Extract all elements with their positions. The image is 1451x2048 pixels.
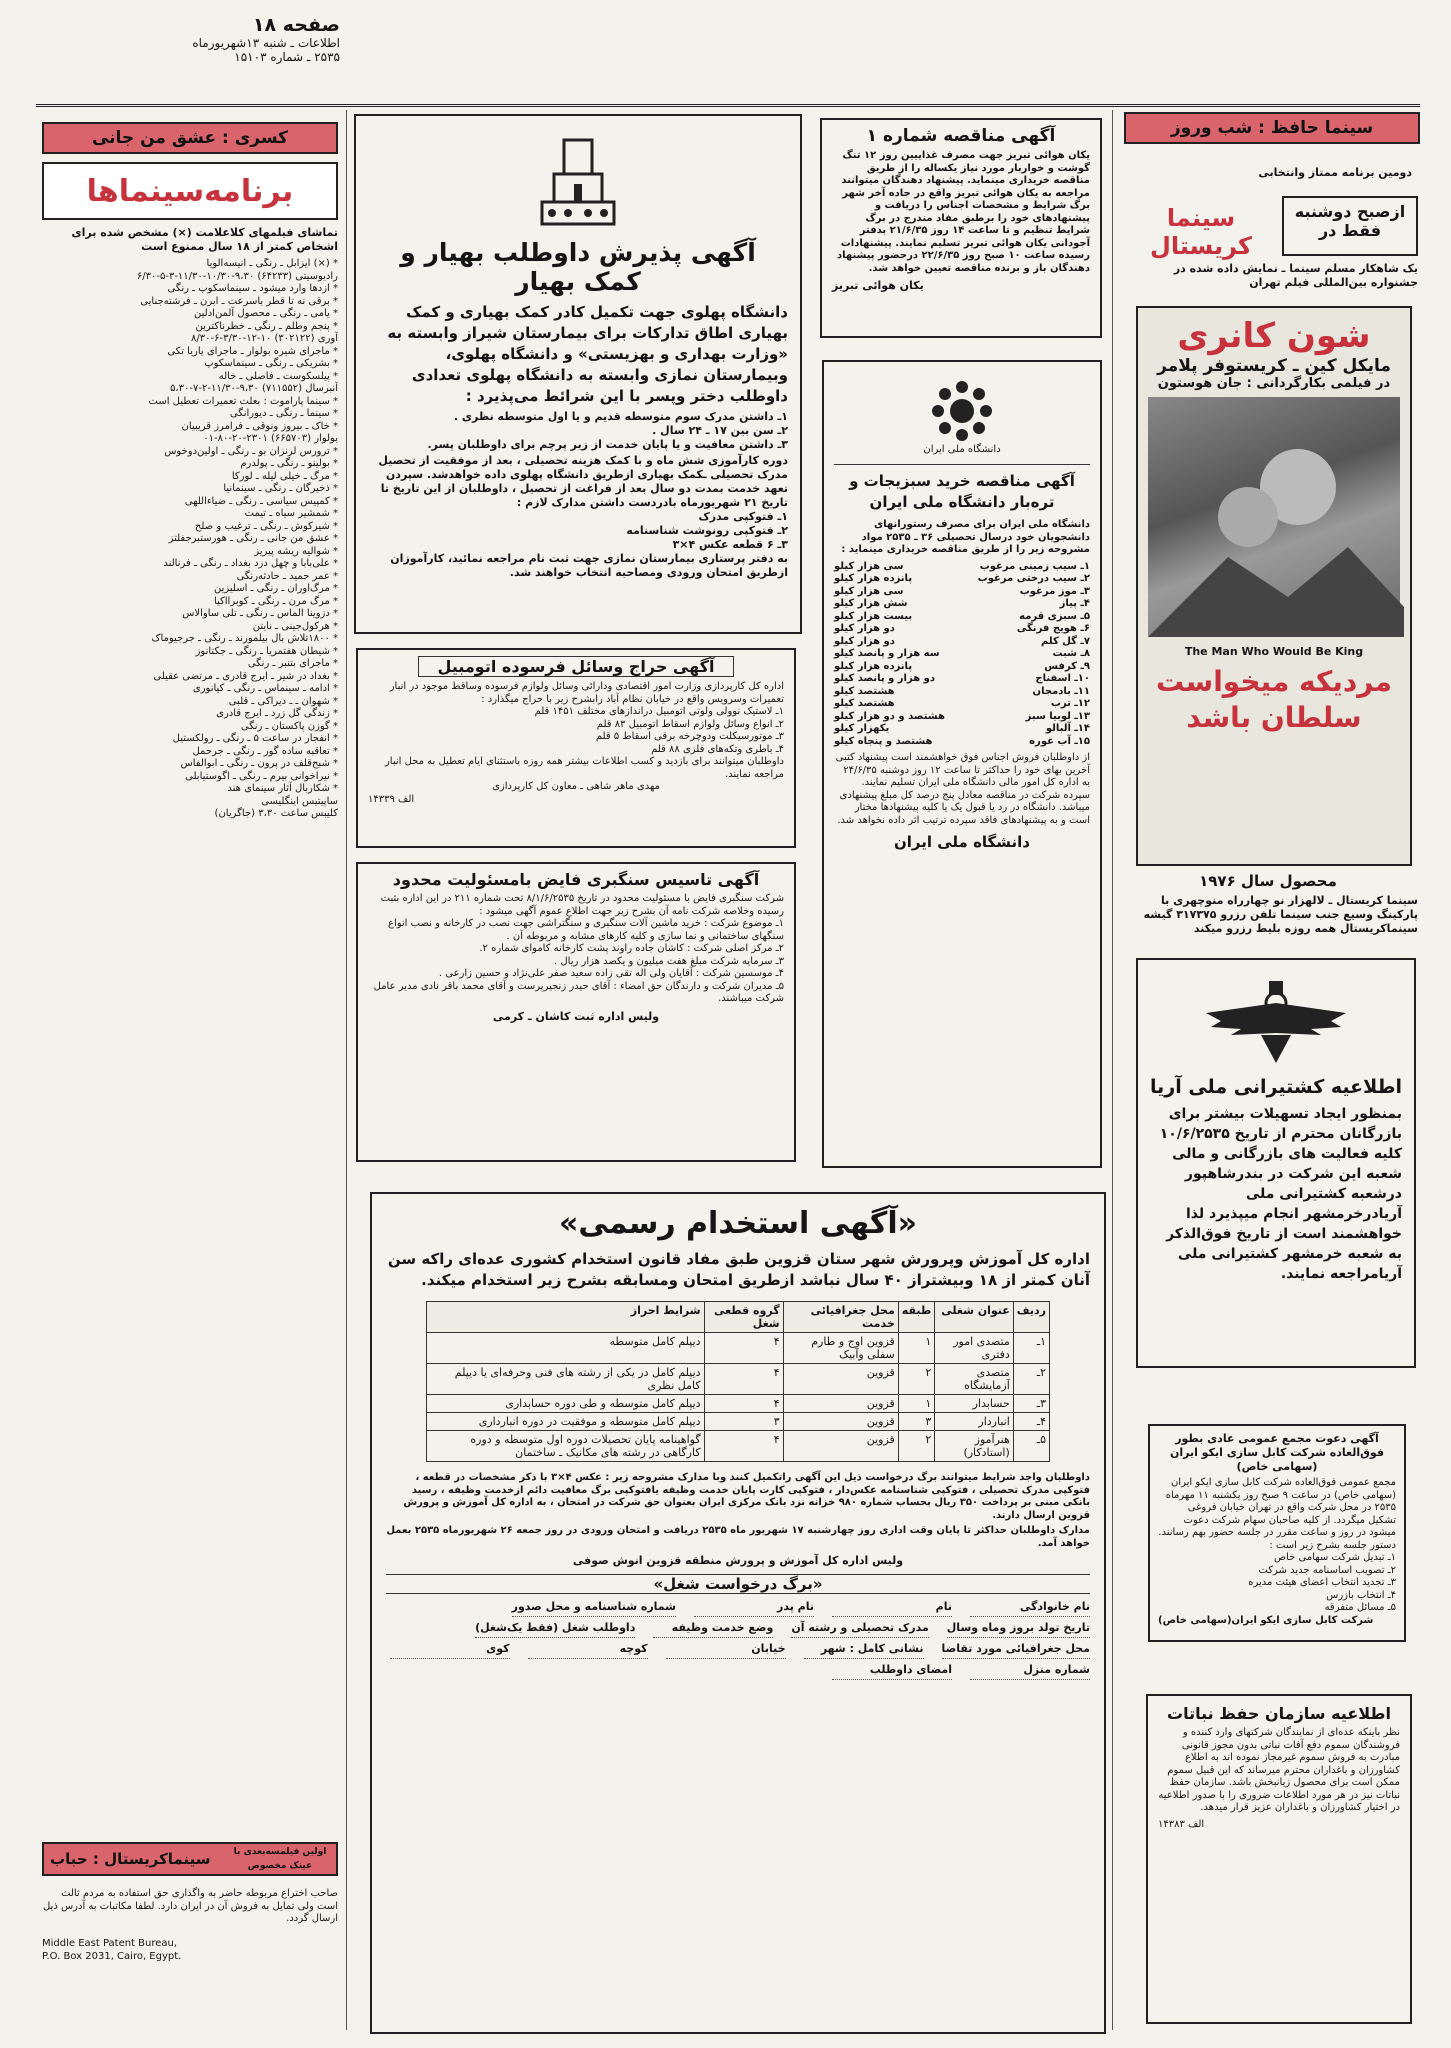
crystal-bubble-title: سینماکریستال : حباب xyxy=(50,1850,211,1868)
university-item-qty: پانزده هزار کیلو xyxy=(834,573,913,584)
nurse-ad-details: دوره کارآموزی شش ماه و با کمک هزینه تحصیلی ، بعد از موفقیت از تحصیل مدرک تحصیلی ـکمک بهیاری ازطریق دانشگاه پهلوی داده خواهدشد. سپردن تعهد خدمت بمدت دو سال بعد از فراغت از تحصیل ، داوطلبان از این تاریخ تا تاریخ ۲۱ شهریورماه بادردست داشتن مدارک لازم : xyxy=(378,454,788,509)
university-emblem xyxy=(368,124,788,236)
employment-table-cell: گواهینامه پایان تحصیلات دوره اول متوسطه و دوره کارگاهی در رشته های مکانیک ـ ساختمان xyxy=(427,1431,705,1462)
employment-table-cell: ۳ـ xyxy=(1013,1395,1049,1413)
employment-table-row xyxy=(427,1395,1050,1413)
employment-table-cell: ۱ـ xyxy=(1013,1333,1049,1364)
employment-table-cell: قزوین xyxy=(783,1395,898,1413)
university-item-qty: پانزده هزار کیلو xyxy=(834,660,913,672)
employment-table-cell: دیپلم کامل متوسطه و موفقیت در دوره انبارداری xyxy=(427,1413,705,1431)
university-item-name: ۷ـ گل کلم xyxy=(1041,635,1090,647)
poster-director: در فیلمی بکارگردانی : جان هوستون xyxy=(1157,376,1391,391)
film-poster xyxy=(1136,306,1412,866)
ecco-cable-ad xyxy=(1148,1424,1406,1642)
nurse-document: ۳ـ ۶ قطعه عکس ۴×۳ xyxy=(672,538,788,551)
nurse-condition: ۱ـ داشتن مدرک سوم متوسطه قدیم و یا اول متوسطه نظری . xyxy=(453,410,788,423)
university-item-name: ۱۳ـ لوبیا سبز xyxy=(1025,710,1090,722)
university-item-name: ۱ـ سیب زمینی مرغوب xyxy=(979,560,1090,572)
employment-table xyxy=(426,1301,1050,1462)
winged-emblem-icon xyxy=(1201,973,1351,1069)
cinema-listing: * مرگ ـ خیلی لیله ـ لورکا xyxy=(231,470,338,482)
kasra-cinema-bar: کسری : عشق من جانی xyxy=(42,122,338,154)
cinema-listing: * خاک ـ بیروز ونوقی ـ فرامرز قریبیان xyxy=(181,420,338,432)
aria-title: اطلاعیه کشتیرانی ملی آریا xyxy=(1150,1076,1402,1098)
cinema-listing: * بغداد در شیر ـ ایرج قادری ـ مرتضی عقیلی xyxy=(153,670,338,682)
ecco-body: مجمع عمومی فوق‌العاده شرکت کابل سازی ایکو ایران (سهامی خاص) در ساعت ۹ صبح روز یکشنبه ۱۱ مهرماه ۲۵۳۵ در محل شرکت واقع در تهران خیابان فروغی تشکیل میگردد. از کلیه صاحبان سهام شرکت دعوت میشود در روز و ساعت مقرر در جلسه حضور بهم رسانند. دستور جلسه بشرح زیر است : xyxy=(1158,1477,1396,1551)
nurse-ad-intro: دانشگاه پهلوی جهت تکمیل کادر کمک بهیاری و کمک بهیاری اطاق تدارکات برای بیمارستان شیراز وابسته به «وزارت بهداری و بهزیستی» و دانشگاه پهلوی، وبیمارستان نمازی وابسته به دانشگاه پهلوی تعدادی داوطلب دختر وپسر با این شرائط می‌پذیرد : xyxy=(387,303,788,405)
cinema-listing: * ماجرای بتنبر ـ رنگی xyxy=(247,658,338,669)
programs-title-box xyxy=(42,162,338,220)
university-ad-intro: دانشگاه ملی ایران برای مصرف رستورانهای دانشجویان خود درسال تحصیلی ۳۶ ـ ۲۵۳۵ مواد مشروحه زیر را از طریق مناقصه خریداری مینماید : xyxy=(841,519,1090,555)
application-form-field: تاریخ تولد بروز وماه وسال xyxy=(947,1621,1090,1638)
employment-table-header-cell: محل جغرافیائی خدمت xyxy=(783,1302,898,1333)
header-rule xyxy=(36,104,1420,107)
application-form-title: «برگ درخواست شغل» xyxy=(386,1574,1090,1594)
employment-ad-intro: اداره کل آموزش وپرورش شهر ستان قزوین طبق مفاد قانون استخدام کشوری عده‌ای راکه سن آنان کمتر از ۱۸ وبیشتراز ۴۰ سال نباشد ازطریق امتحان ومسابقه بشرح زیر استخدام میکند. xyxy=(387,1250,1090,1289)
plant-protection-ad xyxy=(1146,1694,1412,2024)
cinema-listing: * شمشیر سیاه ـ تیمت xyxy=(244,508,338,519)
tender-ad xyxy=(820,118,1102,338)
aria-shipping-ad xyxy=(1136,958,1416,1368)
application-form-field: نام پدر xyxy=(694,1600,814,1617)
date-line: اطلاعات ـ شنبه ۱۳شهریورماه xyxy=(192,36,340,50)
cinema-listing: * پنجم وطلم ـ رنگی ـ خطرناکترین xyxy=(195,320,338,332)
cinema-listing: * ۱۸۰۰تلاش بال بیلمورند ـ رنگی ـ جرجیوماک xyxy=(151,633,338,644)
university-item-name: ۳ـ موز مرغوب xyxy=(1019,585,1090,597)
university-item-row xyxy=(834,698,1090,711)
university-item-name: ۹ـ کرفس xyxy=(1044,660,1090,672)
university-item-qty: بیست هزار کیلو xyxy=(834,610,913,622)
ecco-signature: شرکت کابل سازی ایکو ایران(سهامی خاص) xyxy=(1158,1614,1374,1626)
auction-ad-body: اداره کل کارپردازی وزارت امور اقتصادی ودارائی وسائل ولوازم فرسوده وساقط موجود در انبار تعمیرات وسرویس واقع در خیابان نظام آباد رابشرح زیر با حراج میگذارد : xyxy=(389,681,784,705)
application-form-field: نام xyxy=(832,1600,952,1617)
application-form-field: نشانی کامل : شهر xyxy=(804,1642,924,1659)
crystal-bubble-sub: اولین فیلمسه‌بعدی با عینک مخصوص xyxy=(233,1847,327,1871)
employment-table-row xyxy=(427,1431,1050,1462)
cinema-listing: * ذخیرگان ـ رنگی ـ سینمانیا xyxy=(223,483,338,494)
employment-table-cell: ۲ xyxy=(898,1364,934,1395)
university-item-qty: دو هزار کیلو xyxy=(834,623,895,634)
cinema-listing: * علی‌بابا و چهل دزد بغداد ـ رنگی ـ فرنالند xyxy=(163,558,338,569)
employment-table-cell: قزوین xyxy=(783,1431,898,1462)
employment-table-cell: ۴ xyxy=(704,1333,783,1364)
from-monday-box: ازصبح دوشنبه فقط در xyxy=(1282,196,1418,256)
cinema-listing: آنبرسال (۷۱۱۵۵۲) ۹،۳۰-۱۱/۳۰-۲-۷-۵،۳۰ xyxy=(170,383,338,394)
poster-actor2: مایکل کین ـ کریستوفر پلامر xyxy=(1157,356,1391,376)
cinema-listing: * کمپیس سیاسی ـ رنگی ـ ضیاءاللهی xyxy=(184,495,338,507)
university-item-row xyxy=(834,723,1090,736)
employment-table-cell: ۲ xyxy=(898,1431,934,1462)
cinema-listing: * بشریکی ـ رنگی ـ سینماسکوپ xyxy=(204,358,338,369)
university-item-name: ۱۴ـ آلبالو xyxy=(1045,723,1090,734)
university-item-row xyxy=(834,598,1090,611)
tender-ad-title: آگهی مناقصه شماره ۱ xyxy=(866,126,1056,146)
university-logo-text: دانشگاه ملی ایران xyxy=(923,443,1001,455)
nurse-document: ۲ـ فتوکپی رونوشت شناسنامه xyxy=(626,524,788,537)
employment-table-row xyxy=(427,1364,1050,1395)
aria-body: بمنظور ایجاد تسهیلات بیشتر برای بازرگانان محترم از تاریخ ۱۰/۶/۲۵۳۵ کلیه فعالیت های بازرگانی و مالی شعبه این شرکت در بندرشاهپور درشعبه کشتیرانی ملی آریادرخرمشهر انجام میپذیرد لذا خواهشمند است از تاریخ فوق‌الذکر به شعبه خرمشهر کشتیرانی ملی آریامراجعه نمایند. xyxy=(1159,1106,1402,1282)
aria-emblem xyxy=(1150,966,1402,1076)
cinema-listing: * ماجرای شیره بولوار ـ ماجرای یاریا تکی xyxy=(167,345,338,357)
company-clause: ۳ـ سرمایه شرکت مبلغ هفت میلیون و یکصد هزار ریال . xyxy=(554,955,784,967)
cinema-listing: * شیطان هفتمریا ـ رنگی ـ جکتانوز xyxy=(195,645,338,657)
employment-table-cell: ۵ـ xyxy=(1013,1431,1049,1462)
cinema-listing: * هرکول‌جینی ـ نایتن xyxy=(252,620,338,632)
column-divider-left xyxy=(346,110,347,2030)
university-item-row xyxy=(834,711,1090,724)
second-program: دومین برنامه ممتاز وانتخابی xyxy=(1258,166,1412,179)
employment-table-cell: ۴ xyxy=(704,1395,783,1413)
poster-actor1: شون کانری xyxy=(1177,316,1371,356)
cinema-listing: * انفجار در ساعت ۵ ـ رنگی ـ رولکستیل xyxy=(172,733,338,744)
tender-ad-signature: یکان هوائی تبریز xyxy=(832,279,924,292)
application-form-field: مدرک تحصیلی و رشته آن xyxy=(791,1621,928,1638)
auction-item: ۳ـ موتورسیکلت ودوچرخه برقی اسقاط ۵ قلم xyxy=(595,731,784,742)
cinema-listings xyxy=(42,258,338,1818)
university-item-qty: شش هزار کیلو xyxy=(834,598,908,609)
university-item-row xyxy=(834,573,1090,586)
cinema-listing: * ترورس لرنزان بو ـ رنگی ـ اولین‌دوخوس xyxy=(164,445,338,457)
company-clauses xyxy=(368,918,784,1006)
university-item-qty: سه هزار و پانصد کیلو xyxy=(834,648,940,659)
company-ad-body: شرکت سنگبری فایض با مسئولیت محدود در تاریخ ۸/۱/۶/۲۵۳۵ تحت شماره ۲۱۱ در این اداره بثبت رسیده وخلاصه شرکت نامه آن بشرح زیر جهت اطلاع عموم آگهی میشود : xyxy=(380,893,784,917)
university-item-name: ۴ـ پیاز xyxy=(1059,598,1090,609)
cinema-listing: * نیراخوانی بیرم ـ رنگی ـ اگوستیابلی xyxy=(185,770,338,782)
page-header xyxy=(40,14,340,64)
tender-ad-body: یکان هوائی تبریز جهت مصرف غذاییین روز ۱۲ تنگ گوشت و خواربار مورد نیاز یکساله را از طریق مناقصه خریداری مینماید. پیشنهاد دهندگان میتوانند مراجعه به یکان هوائی تبریز واقع در جاده آخر شهر برگ شرایط و مشخصات اجناس را دریافت و پیشنهادهای خود را برطبق مفاد مندرج در برگ شرایط تنظیم و تا ساعت ۱۴ روز ۲۱/۶/۳۵ بدفتر آجودانی یکان هوائی تبریز تسلیم نمایند. پیشنهادات رسیده ساعت ۱۰ صبح روز ۲۲/۶/۳۵ درحضور پیشنهاد دهندگان باز و برنده مناقصه تعیین خواهد شد. xyxy=(836,150,1090,274)
university-item-name: ۱۵ـ آب غوره xyxy=(1029,735,1090,747)
employment-table-cell: دیپلم کامل متوسطه xyxy=(427,1333,705,1364)
university-item-row xyxy=(834,561,1090,574)
auction-ad-ref: الف ۱۴۳۳۹ xyxy=(368,793,415,805)
auction-ad xyxy=(356,648,796,848)
cinema-listing: ساپیتیس اینگلیسی xyxy=(261,795,338,807)
university-item-row xyxy=(834,623,1090,636)
hafez-cinema-bar: سینما حافظ : شب وروز xyxy=(1124,112,1420,144)
nurse-ad-footer: به دفتر پرستاری بیمارستان نمازی جهت ثبت نام مراجعه نمائید، کارآموزان ازطریق امتحان ورودی ومصاحبه انتخاب خواهند شد. xyxy=(390,552,788,579)
auction-ad-tail: داوطلبان میتوانند برای بازدید و کسب اطلاعات بیشتر همه روزه باستثنای ایام تعطیل به محل انبار مراجعه نمایند. xyxy=(384,756,784,780)
cinema-listing: کلیبس ساعت ۳،۳۰ (جاگریان) xyxy=(214,808,338,819)
auction-ad-signature: مهدی ماهر شاهی ـ معاون کل کارپردازی xyxy=(492,781,660,792)
cinema-listing: * مرگ مرن ـ رنگی ـ کوبرااکیا xyxy=(213,595,338,607)
ecco-item: ۲ـ تصویب اساسنامه جدید شرکت xyxy=(1258,1564,1396,1576)
nurse-ad-title: آگهی پذیرش داوطلب بهیار و کمک بهیار xyxy=(400,238,756,296)
employment-table-cell: ۴ xyxy=(704,1431,783,1462)
ecco-title: آگهی دعوت مجمع عمومی عادی بطور فوق‌العاده شرکت کابل سازی ایکو ایران (سهامی خاص) xyxy=(1169,1432,1385,1473)
employment-table-cell: قزوین xyxy=(783,1364,898,1395)
plant-ref: الف ۱۴۳۸۳ xyxy=(1158,1818,1205,1830)
employment-table-row xyxy=(427,1413,1050,1431)
company-clause: ۵ـ مدیران شرکت و دارندگان حق امضاء : آقای حیدر زنجیرپرست و آقای محمد باقر نادی مدیر عامل شرکت میباشند. xyxy=(373,980,784,1004)
application-form-field: نام خانوادگی xyxy=(970,1600,1090,1617)
university-item-name: ۸ـ شبت xyxy=(1052,648,1090,659)
employment-table-cell: متصدی امور دفتری xyxy=(935,1333,1014,1364)
university-item-qty: دو هزار کیلو xyxy=(834,635,895,647)
application-form-field: کوی xyxy=(390,1642,510,1659)
poster-en-title: The Man Who Would Be King xyxy=(1184,645,1364,658)
university-item-qty: هشتصد کیلو xyxy=(834,685,895,697)
employment-table-header-cell: گروه قطعی شغل xyxy=(704,1302,783,1333)
employment-ad xyxy=(370,1192,1106,2034)
university-item-qty: هشتصد کیلو xyxy=(834,698,895,709)
university-item-row xyxy=(834,661,1090,674)
application-form-field: محل جغرافیائی مورد تقاضا xyxy=(942,1642,1091,1659)
university-item-name: ۱۱ـ بادمجان xyxy=(1032,685,1090,697)
cinema-listing: * ازدها وارد میشود ـ سینماسکوپ ـ رنگی xyxy=(167,283,338,294)
application-form-field: شماره منزل xyxy=(970,1663,1090,1680)
auction-ad-title: آگهی حراج وسائل فرسوده اتومبیل xyxy=(418,656,734,677)
issue-line: ۲۵۳۵ ـ شماره ۱۵۱۰۳ xyxy=(234,50,340,64)
employment-table-cell: ۴ xyxy=(704,1364,783,1395)
employment-table-header-cell: شرایط احراز xyxy=(427,1302,705,1333)
university-item-qty: سی هزار کیلو xyxy=(834,585,904,597)
university-ad-signature: دانشگاه ملی ایران xyxy=(893,833,1031,851)
ecco-item: ۴ـ انتخاب بازرس xyxy=(1326,1589,1396,1601)
cinema-listing: * بولینو ـ رنگی ـ پولدرم xyxy=(240,458,338,469)
university-item-qty: یکهزار کیلو xyxy=(834,723,890,734)
university-logo xyxy=(834,368,1090,465)
nurse-condition: ۲ـ سن بین ۱۷ ـ ۲۴ سال . xyxy=(652,424,788,437)
cinema-listing: * پیلسکوست ـ فاصلی ـ خاله xyxy=(218,370,338,382)
crystal-name: سینما کریستال xyxy=(1150,204,1252,260)
nurse-recruitment-ad xyxy=(354,114,802,634)
cinema-listing: * شیرکوش ـ رنگی ـ ترغیب و صلح xyxy=(194,520,338,532)
employment-signature: ولیس اداره کل آموزش و پرورش منطقه قزوین انوش صوفی xyxy=(572,1554,904,1567)
university-item-row xyxy=(834,586,1090,599)
nurse-document: ۱ـ فتوکپی مدرک xyxy=(698,510,788,523)
application-form-field: خیابان xyxy=(666,1642,786,1659)
company-clause: ۱ـ موضوع شرکت : خرید ماشین آلات سنگبری و سنگتراشی جهت نصب در کارخانه و نصب انواع سنگهای ساختمانی و نما سازی و کلیه کارهای مشابه و مربوطه آن . xyxy=(387,918,784,942)
company-registration-ad xyxy=(356,862,796,1162)
page-label: صفحه ۱۸ xyxy=(252,14,340,36)
university-item-row xyxy=(834,686,1090,699)
production-year: محصول سال ۱۹۷۶ xyxy=(1199,872,1337,890)
poster-illustration xyxy=(1148,397,1404,637)
university-item-row xyxy=(834,673,1090,686)
application-form-field: کوچه xyxy=(528,1642,648,1659)
film-note: یک شاهکار مسلم سینما ـ نمایش داده شده در جشنواره بین‌المللی فیلم تهران xyxy=(1173,262,1418,289)
university-item-row xyxy=(834,636,1090,649)
employment-table-cell: ۲ـ xyxy=(1013,1364,1049,1395)
university-item-qty: دو هزار و پانصد کیلو xyxy=(834,673,935,684)
employment-table-header-cell: طبقه xyxy=(898,1302,934,1333)
tower-emblem-icon xyxy=(532,128,624,232)
age-notice: تماشای فیلمهای کلاعلامت (×) مشخص شده برای اشخاص کمتر از ۱۸ سال ممنوع است xyxy=(71,226,338,253)
nurse-conditions xyxy=(368,410,788,452)
auction-items xyxy=(368,706,784,756)
programs-title: برنامه‌سینماها xyxy=(86,173,294,209)
plant-title: اطلاعیه سازمان حفظ نباتات xyxy=(1167,1704,1391,1723)
poster-image xyxy=(1148,397,1400,637)
employment-exam-note: مدارک داوطلبان حداکثر تا پایان وقت اداری روز چهارشنبه ۱۷ شهریور ماه ۲۵۳۵ دریافت و امتحان ورودی در روز جمعه ۲۶ شهریورماه ۲۵۳۵ بعمل خواهد آمد. xyxy=(386,1525,1090,1549)
employment-table-cell: متصدی آزمایشگاه xyxy=(935,1364,1014,1395)
employment-ad-title: «آگهی استخدام رسمی» xyxy=(558,1206,918,1241)
university-ad-body: از داوطلبان فروش اجناس فوق خواهشمند است پیشنهاد کتبی آخرین بهای خود را حداکثر تا ساعت ۱۲ روز دوشنبه ۲۴/۶/۳۵ به اداره کل امور مالی دانشگاه ملی ایران تسلیم نمایند. سپرده شرکت در مناقصه معادل پنج درصد کل مبلغ پیشنهادی میباشد. دانشگاه در رد یا قبول یک یا کلیه پیشنهادها مختار است و به پیشنهادهای فاقد سپرده ترتیب اثر داده نخواهد شد. xyxy=(835,752,1090,826)
university-item-name: ۶ـ هویج فرنگی xyxy=(1016,623,1090,634)
company-clause: ۴ـ موسسین شرکت : آقایان ولی اله تقی زاده سعید صفر علی‌نژاد و حسین زارعی . xyxy=(438,968,784,979)
employment-table-header xyxy=(427,1302,1050,1333)
employment-table-row xyxy=(427,1333,1050,1364)
company-ad-signature: ولیس اداره ثبت کاشان ـ کرمی xyxy=(492,1009,660,1023)
employment-table-cell: حسابدار xyxy=(935,1395,1014,1413)
cinema-listing: * عمر حمید ـ حادثه‌رنگی xyxy=(236,570,338,582)
university-item-row xyxy=(834,611,1090,624)
employment-table-wrap xyxy=(426,1301,1050,1462)
university-item-qty: هشتصد و دو هزار کیلو xyxy=(834,710,945,722)
employment-table-cell: دیپلم کامل در یکی از رشته های فنی وحرفه‌ای یا دیپلم کامل نظری xyxy=(427,1364,705,1395)
employment-table-header-cell: ردیف xyxy=(1013,1302,1049,1333)
employment-table-cell: ۳ xyxy=(898,1413,934,1431)
showing-note: سینما کریستال ـ لالهزار نو چهارراه منوچهری با پارکینگ وسیع جنب سینما تلفن رزرو ۳۱۷۳۷۵ گیشه سینماکریستال همه روزه بلیط رزرو میکند xyxy=(1143,894,1418,935)
application-form-field: وضع خدمت وظیفه xyxy=(653,1621,773,1638)
cinema-listing: * سینما پاراموت : بعلت تعمیرات تعطیل است xyxy=(148,395,338,407)
crystal-bubble-bar xyxy=(42,1842,338,1876)
employment-table-cell: قزوین xyxy=(783,1413,898,1431)
company-ad-title: آگهی تاسیس سنگبری فایض بامسئولیت محدود xyxy=(392,870,760,889)
ecco-items xyxy=(1158,1552,1396,1615)
cinema-listing: * مرگ‌اوران ـ رنگی ـ اسلیزین xyxy=(213,583,338,594)
cinema-listing: * شکاربال آثار سینمای هند xyxy=(227,783,338,794)
university-items xyxy=(834,561,1090,749)
cinema-listing: رادیوسیتی (۶۴۲۳۳) ۹،۳۰-۱۰/۳۰-۱۱/۳۰-۳-۵-۶/۳۰ xyxy=(136,270,338,282)
university-item-name: ۱۰ـ اسفناج xyxy=(1035,673,1090,684)
company-clause: ۲ـ مرکز اصلی شرکت : کاشان جاده راوند پشت کارخانه کاموای شماره ۲. xyxy=(479,943,784,954)
cinema-listing: * تعاقبه ساده گور ـ رنگی ـ جرحمل xyxy=(192,745,338,757)
university-item-qty: سی هزار کیلو xyxy=(834,560,904,572)
university-tender-ad xyxy=(822,360,1102,1168)
employment-table-cell: انباردار xyxy=(935,1413,1014,1431)
nurse-documents xyxy=(368,510,788,552)
employment-table-header-cell: عنوان شغلی xyxy=(935,1302,1014,1333)
auction-item: ۲ـ انواع وسائل ولوازم اسقاط اتومبیل ۸۳ قلم xyxy=(596,718,784,730)
cinema-listing: * شبح‌قلف در پرون ـ رنگی ـ ابوالفاس xyxy=(180,758,338,769)
plant-body: نظر باینکه عده‌ای از نمایندگان شرکتهای وارد کننده و فروشندگان سموم دفع آفات نباتی بدون مجوز قانونی مبادرت به فروش سموم غیرمجاز نموده اند به اطلاع کشاورزان و باغداران محترم میرساند که این قبیل سموم ممکن است برای محصول زیانبخش باشد. سازمان حفظ نباتات نیز در هر مورد اطلاعات ضروری را با صدور اطلاعیه در اختیار کشاورزان و باغداران عزیز قرار میدهد. xyxy=(1158,1727,1400,1813)
cinema-listing: * شوالیه ریشه پیریز xyxy=(254,545,338,557)
employment-requirements: داوطلبان واجد شرایط میتوانند برگ درخواست ذیل این آگهی راتکمیل کنند وبا مدارک مشروحه زیر : عکس ۴×۳ با ذکر مشخصات در قطعه ، فتوکپی مدرک تحصیلی ، فتوکپی شناسنامه عکس‌دار ، فتوکپی کارت پایان خدمت وظیفه یافتوکپی برگ معافیت دائم ازخدمت وظیفه ، رسید بانکی مبنی بر پرداخت ۳۵۰ ریال بحساب شماره ۹۸۰ خزانه نزد بانک مرکزی ایران بعنوان حق شرکت در امتحان ، به اداره کل آموزش و پرورش قزوین ارسال دارند. xyxy=(403,1472,1090,1521)
employment-table-cell: هنرآموز (استادکار) xyxy=(935,1431,1014,1462)
university-item-name: ۵ـ سبزی قرمه xyxy=(1019,610,1090,622)
cinema-listing: * زندگی گل زرد ـ ایرج قادری xyxy=(216,708,338,719)
auction-item: ۱ـ لاستیک نوولی ولوتی اتومبیل دراندازهای مختلف ۱۴۵۱ قلم xyxy=(534,706,784,717)
university-item-row xyxy=(834,648,1090,661)
cinema-listing: * عشق من جانی ـ رنگی ـ هورستبرجفلتز xyxy=(168,533,338,544)
employment-table-cell: ۴ـ xyxy=(1013,1413,1049,1431)
application-form-field: شماره شناسنامه و محل صدور xyxy=(512,1600,676,1617)
ecco-item: ۳ـ تجدید انتخاب اعضای هیئت مدیره xyxy=(1248,1577,1396,1588)
cinema-listing: * ادامه ـ سینماس ـ رنگی ـ کیانوری xyxy=(192,683,338,694)
employment-table-cell: قزوین اوج و طارم سفلی وآبیک xyxy=(783,1333,898,1364)
cinema-listing: * (×) ایزابل ـ رنگی ـ انیسه‌الویا xyxy=(206,258,338,269)
employment-table-cell: ۱ xyxy=(898,1395,934,1413)
cinema-listing: بولوار (۶۶۵۷۰۳) ۲۳۰۱-۲۰-۸۰-۰۱ xyxy=(203,433,338,444)
ecco-item: ۵ـ مسائل متفرقه xyxy=(1324,1602,1396,1613)
application-form-field: داوطلب شغل (فقط یک‌شغل) xyxy=(475,1621,635,1638)
employment-table-cell: دیپلم کامل متوسطه و طی دوره حسابداری xyxy=(427,1395,705,1413)
cinema-listing: * برقی نه تا قطر باسرعت ـ ابرن ـ فرشته‌جنایی xyxy=(140,295,338,307)
auction-item: ۴ـ باطری وتکه‌های فلزی ۸۸ قلم xyxy=(651,743,784,755)
patent-address: Middle East Patent Bureau, P.O. Box 2031, Cairo, Egypt. xyxy=(42,1938,182,1962)
employment-table-cell: ۳ xyxy=(704,1413,783,1431)
university-item-row xyxy=(834,736,1090,749)
cinema-listing: * گوزن پاکستان ـ رنگی xyxy=(240,720,338,732)
university-ad-title: آگهی مناقصه خرید سبزیجات و تره‌بار دانشگاه ملی ایران xyxy=(849,472,1075,511)
cinema-listing: آوری (۳۰۲۱۲۲) ۱۰-۱۲-۳/۳۰-۶-۸/۳۰ xyxy=(191,333,338,344)
cinema-listing: * شهوان ـ ـ دیراکی ـ قلبی xyxy=(228,695,338,707)
university-item-qty: هشتصد و پنجاه کیلو xyxy=(834,735,933,747)
university-item-name: ۲ـ سیب درختی مرغوب xyxy=(977,573,1090,584)
flower-logo-icon xyxy=(929,378,995,444)
ecco-item: ۱ـ تبدیل شرکت سهامی خاص xyxy=(1274,1552,1396,1563)
application-form-field: امضای داوطلب xyxy=(832,1663,952,1680)
poster-fa-title: مردیکه میخواست سلطان باشد xyxy=(1156,665,1392,734)
cinema-listing: * دزوینا الماس ـ رنگی ـ تلی ساوالاس xyxy=(182,608,338,619)
patent-notice: صاحب اختراع مربوطه حاضر به واگذاری حق استفاده به مردم ثالث است ولی تمایل به فروش آن در ایران دارد. لطفا مکاتبات به آدرس ذیل ارسال گردد. xyxy=(42,1888,338,1924)
nurse-condition: ۳ـ داشتن معافیت و یا پایان خدمت از زیر پرچم برای داوطلبان پسر. xyxy=(427,438,788,451)
application-form xyxy=(386,1600,1090,1680)
employment-table-cell: ۱ xyxy=(898,1333,934,1364)
cinema-listing: * یامی ـ رنگی ـ محصول آلمن‌ادلین xyxy=(194,308,338,319)
university-item-name: ۱۲ـ ترب xyxy=(1050,698,1090,709)
cinema-listing: * سینما ـ رنگی ـ دیورانگی xyxy=(229,408,338,419)
column-divider-right xyxy=(1112,110,1113,2030)
